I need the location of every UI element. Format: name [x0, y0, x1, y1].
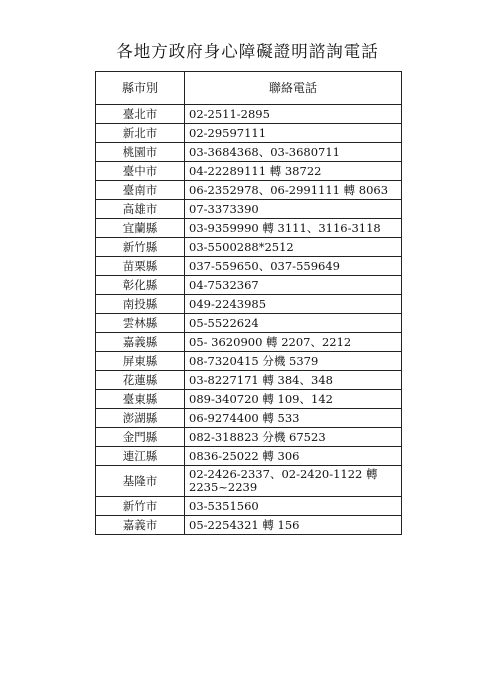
phone-cell: 03-5351560 — [185, 497, 402, 516]
table-row — [96, 314, 402, 333]
phone-cell: 02-2426-2337、02-2420-1122 轉 2235~2239 — [185, 466, 402, 497]
phone-cell: 05- 3620900 轉 2207、2212 — [185, 333, 402, 352]
phone-cell: 082-318823 分機 67523 — [185, 428, 402, 447]
phone-cell: 05-2254321 轉 156 — [185, 516, 402, 535]
table-row — [96, 257, 402, 276]
county-cell: 臺北市 — [96, 105, 185, 124]
contacts-table — [95, 71, 402, 535]
table-row — [96, 181, 402, 200]
phone-cell: 06-2352978、06-2991111 轉 8063 — [185, 181, 402, 200]
county-cell: 桃園市 — [96, 143, 185, 162]
county-cell: 新北市 — [96, 124, 185, 143]
column-header-phone: 聯絡電話 — [185, 72, 402, 105]
county-cell: 連江縣 — [96, 447, 185, 466]
phone-cell: 049-2243985 — [185, 295, 402, 314]
phone-cell: 08-7320415 分機 5379 — [185, 352, 402, 371]
table-row — [96, 466, 402, 497]
phone-cell: 02-29597111 — [185, 124, 402, 143]
phone-cell: 05-5522624 — [185, 314, 402, 333]
county-cell: 臺中市 — [96, 162, 185, 181]
phone-cell: 037-559650、037-559649 — [185, 257, 402, 276]
county-cell: 臺南市 — [96, 181, 185, 200]
table-row — [96, 352, 402, 371]
table-row — [96, 447, 402, 466]
table-row — [96, 124, 402, 143]
table-row — [96, 143, 402, 162]
county-cell: 屏東縣 — [96, 352, 185, 371]
phone-cell: 089-340720 轉 109、142 — [185, 390, 402, 409]
phone-cell: 03-8227171 轉 384、348 — [185, 371, 402, 390]
phone-cell: 0836-25022 轉 306 — [185, 447, 402, 466]
phone-cell: 03-9359990 轉 3111、3116-3118 — [185, 219, 402, 238]
county-cell: 澎湖縣 — [96, 409, 185, 428]
county-cell: 基隆市 — [96, 466, 185, 497]
county-cell: 金門縣 — [96, 428, 185, 447]
table-row — [96, 200, 402, 219]
table-row — [96, 105, 402, 124]
phone-cell: 04-7532367 — [185, 276, 402, 295]
page-title: 各地方政府身心障礙證明諮詢電話 — [116, 42, 379, 61]
phone-cell: 06-9274400 轉 533 — [185, 409, 402, 428]
table-row — [96, 409, 402, 428]
table-row — [96, 276, 402, 295]
table-row — [96, 497, 402, 516]
county-cell: 新竹市 — [96, 497, 185, 516]
county-cell: 嘉義縣 — [96, 333, 185, 352]
column-header-county: 縣市別 — [96, 72, 185, 105]
county-cell: 花蓮縣 — [96, 371, 185, 390]
phone-cell: 07-3373390 — [185, 200, 402, 219]
phone-cell: 03-3684368、03-3680711 — [185, 143, 402, 162]
table-row — [96, 516, 402, 535]
county-cell: 宜蘭縣 — [96, 219, 185, 238]
table-row — [96, 428, 402, 447]
table-row — [96, 333, 402, 352]
county-cell: 南投縣 — [96, 295, 185, 314]
county-cell: 雲林縣 — [96, 314, 185, 333]
phone-cell: 03-5500288*2512 — [185, 238, 402, 257]
phone-cell: 04-22289111 轉 38722 — [185, 162, 402, 181]
table-row — [96, 390, 402, 409]
county-cell: 彰化縣 — [96, 276, 185, 295]
table-row — [96, 162, 402, 181]
county-cell: 苗栗縣 — [96, 257, 185, 276]
county-cell: 高雄市 — [96, 200, 185, 219]
table-row — [96, 219, 402, 238]
table-row — [96, 295, 402, 314]
county-cell: 臺東縣 — [96, 390, 185, 409]
table-header-row — [96, 72, 402, 105]
table-row — [96, 238, 402, 257]
county-cell: 嘉義市 — [96, 516, 185, 535]
table-row — [96, 371, 402, 390]
county-cell: 新竹縣 — [96, 238, 185, 257]
phone-cell: 02-2511-2895 — [185, 105, 402, 124]
